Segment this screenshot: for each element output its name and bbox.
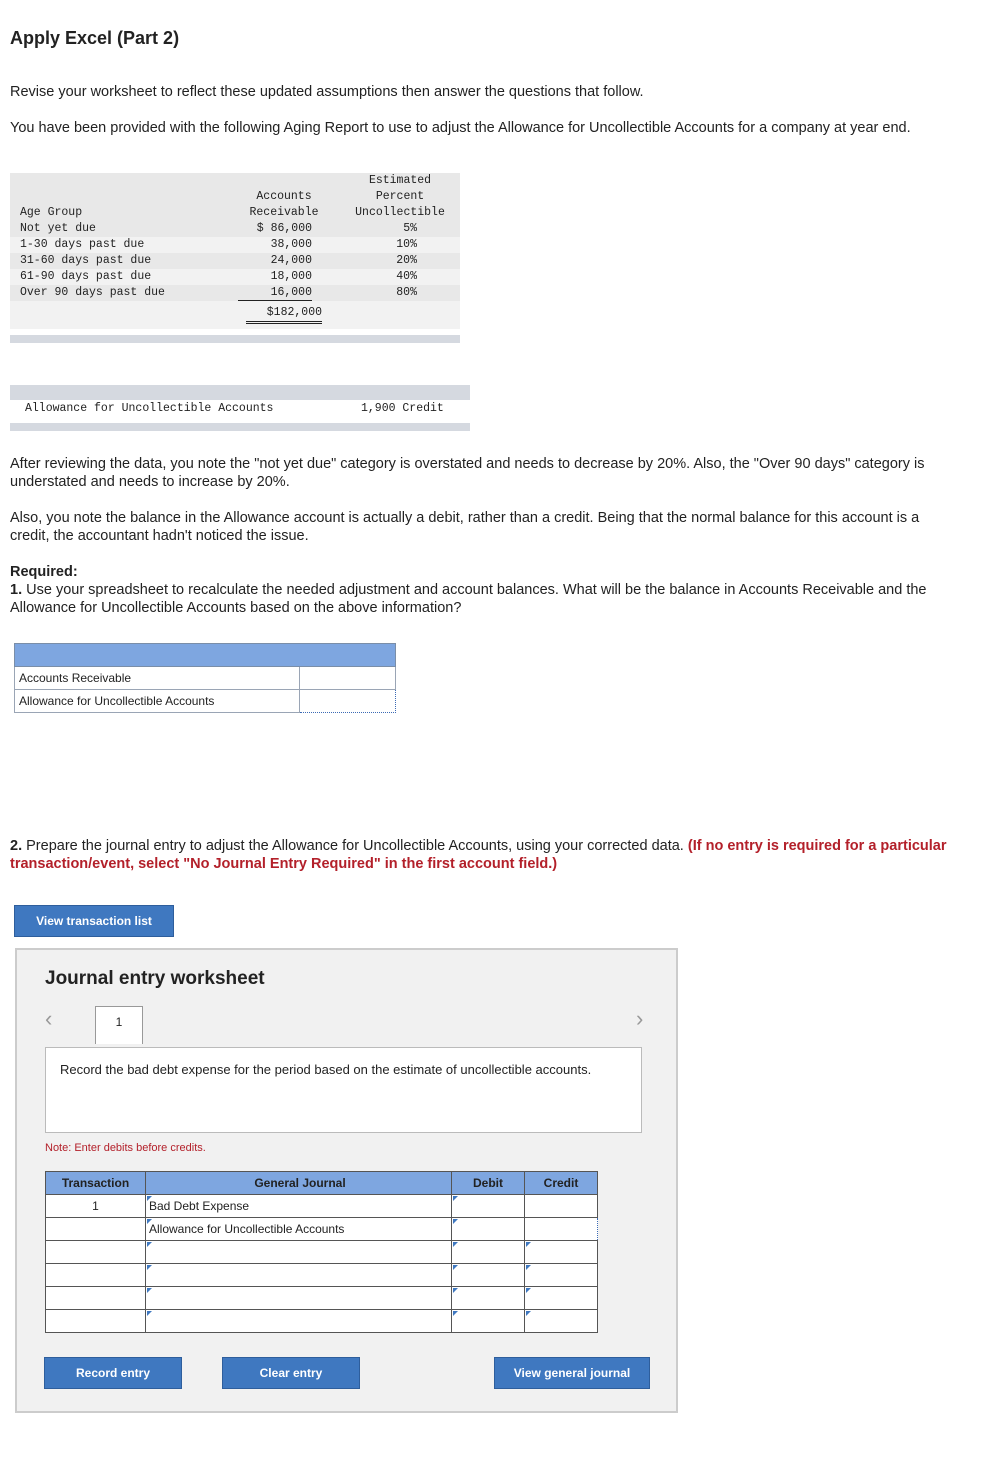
aging-pct: 40%	[396, 270, 417, 283]
credit-input[interactable]	[525, 1195, 598, 1218]
required-heading: Required:	[10, 564, 78, 580]
aging-pct: 80%	[396, 286, 417, 299]
journal-row	[46, 1310, 598, 1333]
credit-input[interactable]	[525, 1218, 598, 1241]
aging-amount: 16,000	[238, 286, 312, 301]
accounts-receivable-input[interactable]	[299, 667, 395, 690]
account-select[interactable]	[146, 1264, 452, 1287]
account-select[interactable]: Allowance for Uncollectible Accounts	[146, 1218, 452, 1241]
clear-entry-button[interactable]: Clear entry	[222, 1357, 360, 1389]
header-accounts: Accounts	[256, 190, 312, 203]
header-estimated: Estimated	[368, 174, 432, 187]
aging-amount: 38,000	[270, 238, 312, 251]
debit-input[interactable]	[452, 1310, 525, 1333]
debit-input[interactable]	[452, 1264, 525, 1287]
answer-label: Allowance for Uncollectible Accounts	[15, 690, 300, 713]
aging-group: 61-90 days past due	[20, 270, 152, 283]
question-1-text: Use your spreadsheet to recalculate the needed adjustment and account balances. What will be the balance in Accounts Receivable and the Allowance for Uncollectible Accounts based on the above information?	[10, 582, 927, 616]
allowance-label: Allowance for Uncollectible Accounts	[25, 402, 274, 415]
question-1-number: 1.	[10, 582, 23, 598]
allowance-input[interactable]	[299, 690, 395, 713]
view-transaction-list-button[interactable]: View transaction list	[14, 905, 174, 937]
allowance-band-top	[10, 385, 470, 400]
transaction-cell	[46, 1287, 146, 1310]
question-1	[10, 581, 970, 617]
divider	[10, 335, 460, 343]
header-uncollectible: Uncollectible	[355, 206, 445, 219]
col-debit: Debit	[452, 1172, 525, 1195]
debit-input[interactable]	[452, 1241, 525, 1264]
aging-amount: 18,000	[270, 270, 312, 283]
col-transaction: Transaction	[46, 1172, 146, 1195]
allowance-band-bottom	[10, 423, 470, 431]
debit-input[interactable]	[452, 1195, 525, 1218]
answer-label: Accounts Receivable	[15, 667, 300, 690]
header-age-group: Age Group	[20, 206, 83, 219]
journal-row	[46, 1241, 598, 1264]
credit-input[interactable]	[525, 1264, 598, 1287]
aging-pct: 20%	[396, 254, 417, 267]
col-credit: Credit	[525, 1172, 598, 1195]
col-general-journal: General Journal	[146, 1172, 452, 1195]
journal-row	[46, 1195, 598, 1218]
aging-amount: $ 86,000	[256, 222, 312, 235]
worksheet-description: Record the bad debt expense for the period based on the estimate of uncollectible accounts.	[45, 1047, 642, 1133]
aging-pct: 10%	[396, 238, 417, 251]
account-select[interactable]	[146, 1310, 452, 1333]
debit-input[interactable]	[452, 1287, 525, 1310]
aging-group: 1-30 days past due	[20, 238, 145, 251]
header-percent: Percent	[375, 190, 425, 203]
answer-table-header	[15, 644, 396, 667]
question-2-number: 2.	[10, 838, 23, 854]
note-1: After reviewing the data, you note the "not yet due" category is overstated and needs to decrease by 20%. Also, the "Over 90 days" category is understated and needs to increase by 20%.	[10, 456, 925, 490]
journal-row	[46, 1264, 598, 1287]
aging-amount: 24,000	[270, 254, 312, 267]
transaction-cell	[46, 1218, 146, 1241]
account-select[interactable]	[146, 1287, 452, 1310]
transaction-cell	[46, 1241, 146, 1264]
intro-text-1: Revise your worksheet to reflect these updated assumptions then answer the questions that follow.	[10, 84, 644, 100]
worksheet-title: Journal entry worksheet	[45, 968, 265, 989]
debit-input[interactable]	[452, 1218, 525, 1241]
journal-entry-worksheet	[15, 948, 678, 1413]
worksheet-tab[interactable]: 1	[95, 1006, 143, 1044]
credit-input[interactable]	[525, 1310, 598, 1333]
answer-table	[14, 643, 396, 713]
question-2-instruction: (If no entry is required for a particular transaction/event, select "No Journal Entry Required" in the first account field.)	[10, 838, 947, 872]
view-general-journal-button[interactable]: View general journal	[494, 1357, 650, 1389]
record-entry-button[interactable]: Record entry	[44, 1357, 182, 1389]
worksheet-note: Note: Enter debits before credits.	[45, 1142, 206, 1154]
journal-row	[46, 1287, 598, 1310]
chevron-left-icon[interactable]: ‹	[45, 1006, 53, 1031]
credit-input[interactable]	[525, 1287, 598, 1310]
question-2-text: Prepare the journal entry to adjust the Allowance for Uncollectible Accounts, using your corrected data.	[26, 838, 684, 854]
journal-table	[45, 1171, 598, 1333]
question-2	[10, 837, 970, 873]
page-title: Apply Excel (Part 2)	[10, 28, 180, 48]
aging-total: $182,000	[246, 306, 322, 324]
aging-group: Not yet due	[20, 222, 96, 235]
account-select[interactable]: Bad Debt Expense	[146, 1195, 452, 1218]
transaction-cell: 1	[46, 1195, 146, 1218]
transaction-cell	[46, 1310, 146, 1333]
chevron-right-icon[interactable]: ›	[636, 1006, 644, 1031]
account-select[interactable]	[146, 1241, 452, 1264]
transaction-cell	[46, 1264, 146, 1287]
header-receivable: Receivable	[249, 206, 319, 219]
note-2: Also, you note the balance in the Allowance account is actually a debit, rather than a credit. Being that the normal balance for this account is a credit, the accountant hadn't noticed the issue.	[10, 510, 920, 544]
journal-row	[46, 1218, 598, 1241]
aging-pct: 5%	[403, 222, 417, 235]
aging-group: 31-60 days past due	[20, 254, 152, 267]
credit-input[interactable]	[525, 1241, 598, 1264]
allowance-value: 1,900 Credit	[361, 402, 444, 415]
intro-text-2: You have been provided with the following Aging Report to use to adjust the Allowance for Uncollectible Accounts for a company at year end.	[10, 120, 911, 136]
aging-group: Over 90 days past due	[20, 286, 165, 299]
